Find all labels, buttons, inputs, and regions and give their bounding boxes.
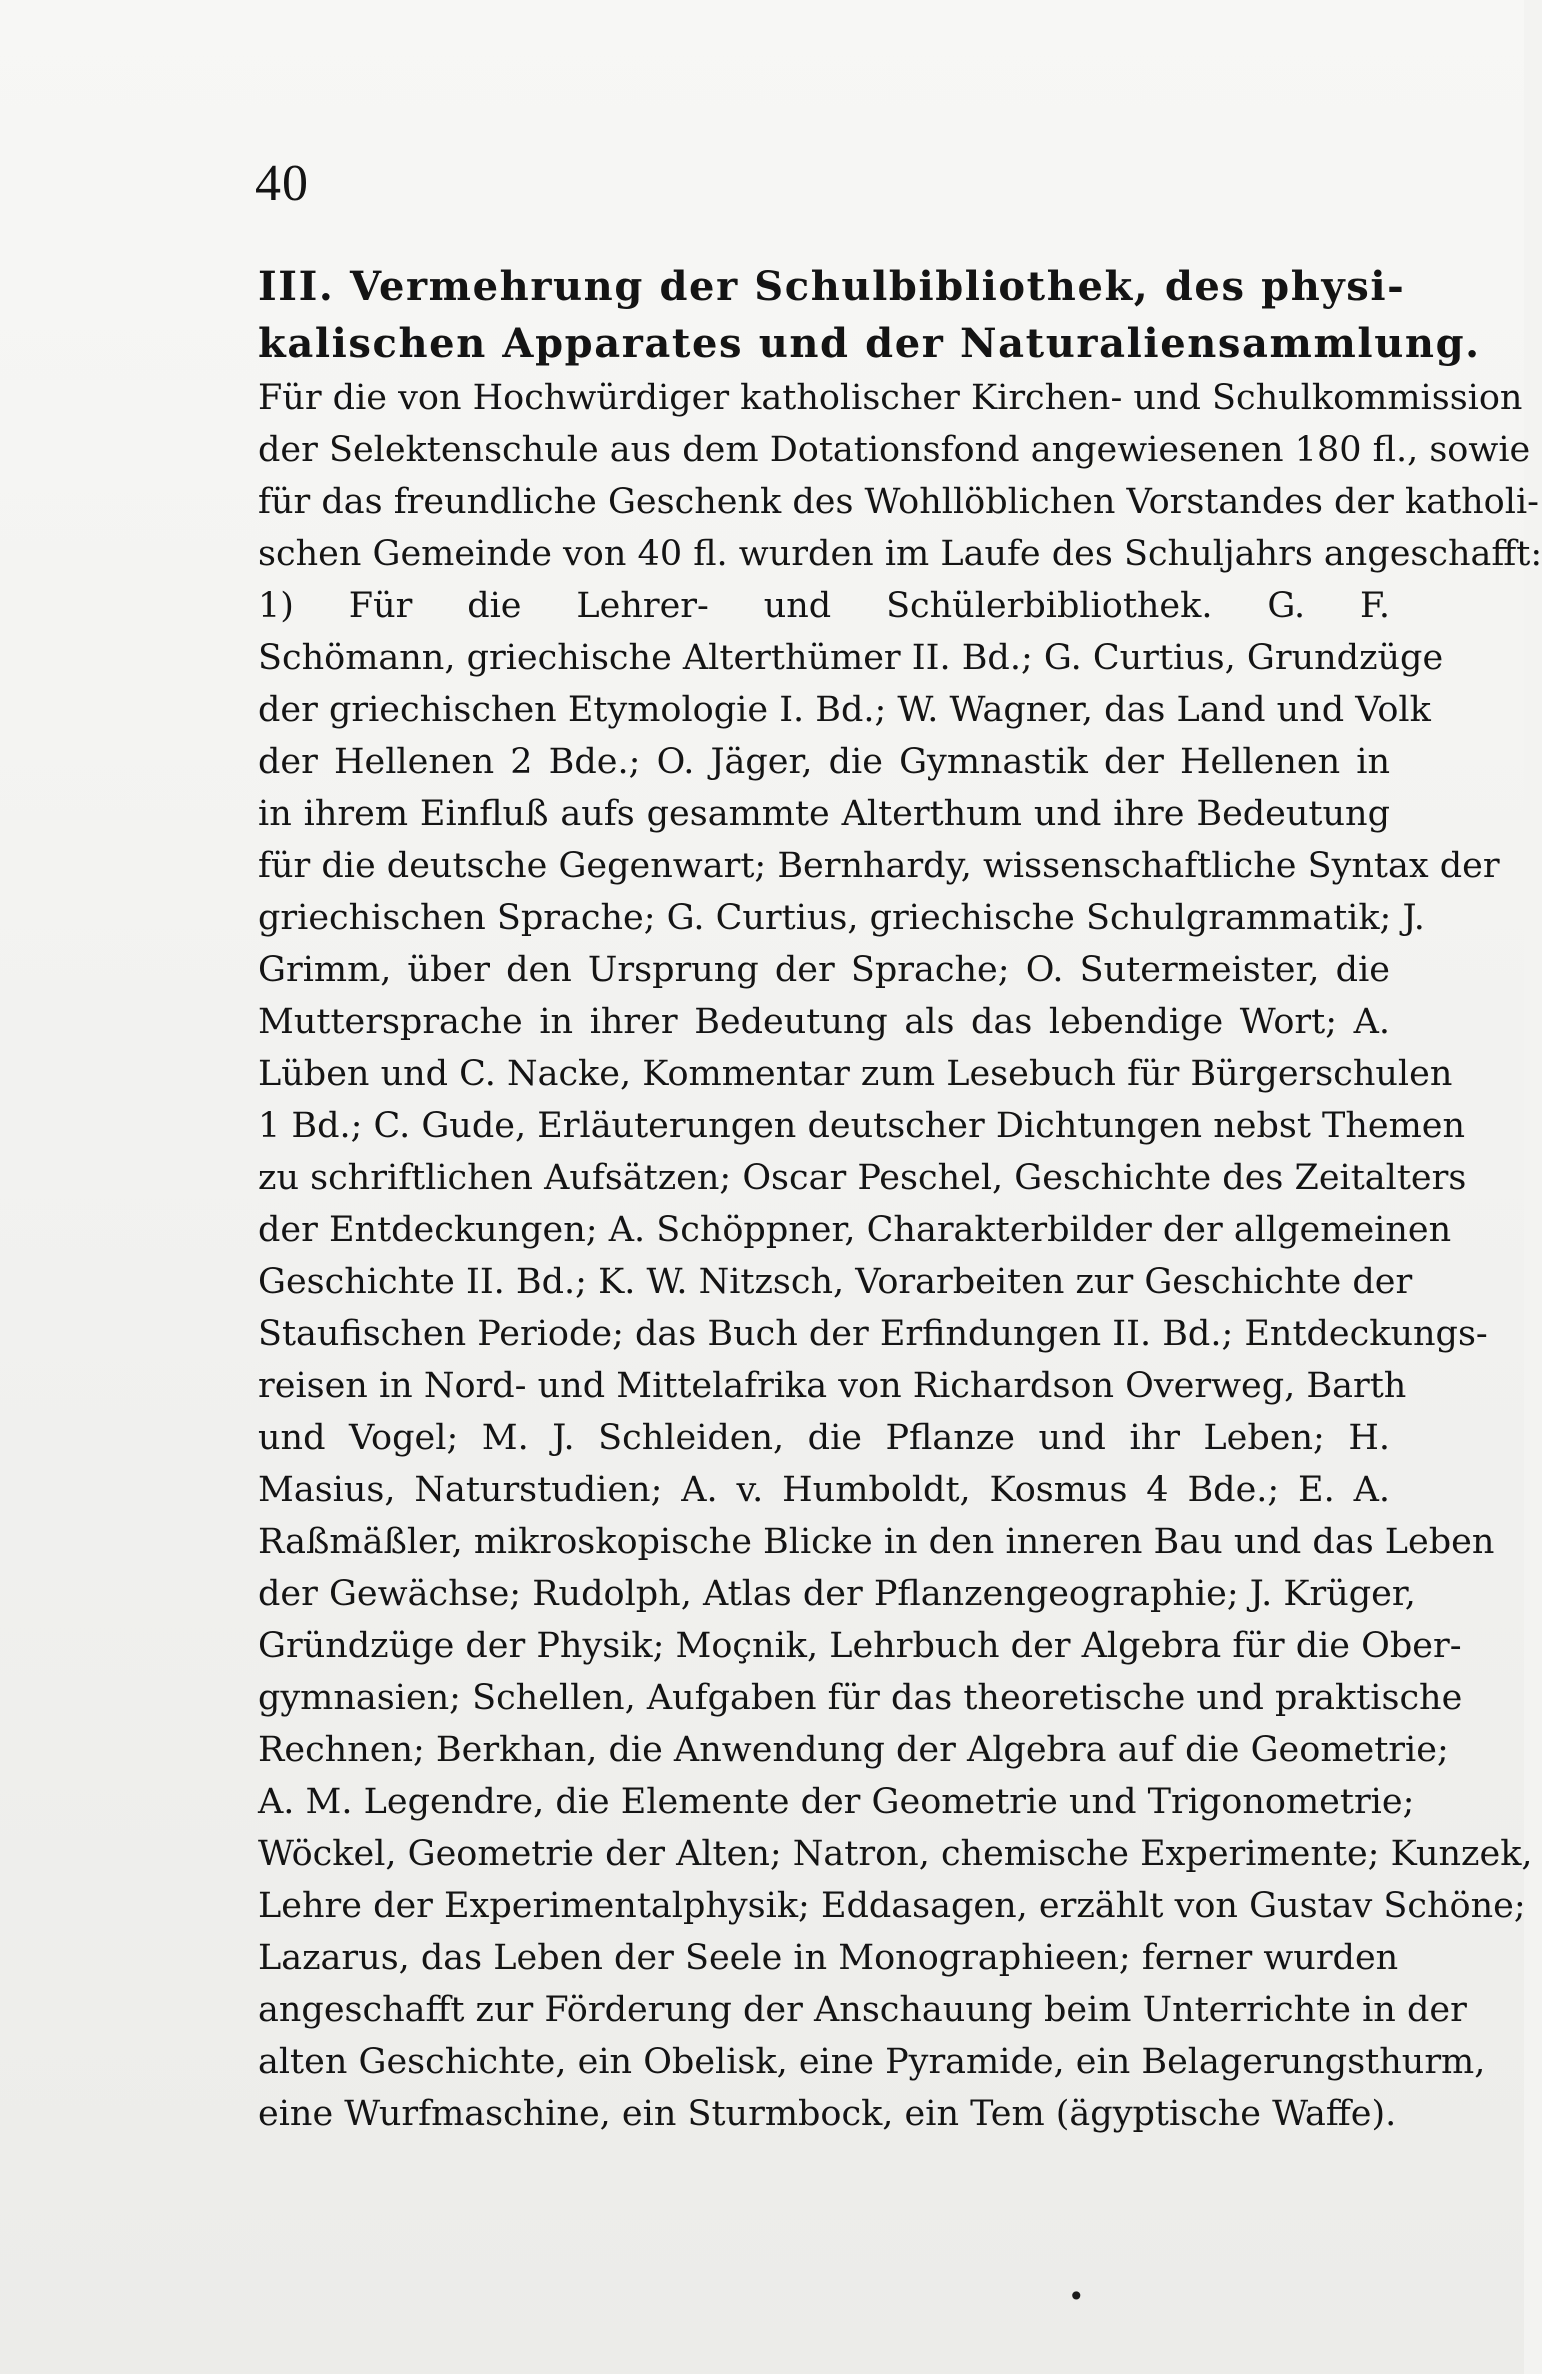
body-line-24: der Gewächse; Rudolph, Atlas der Pflanzengeographie; J. Krüger, [258, 1574, 1416, 1614]
body-line-04: schen Gemeinde von 40 fl. wurden im Laufe des Schuljahrs angeschafft: [258, 534, 1542, 574]
body-line-30: Lehre der Experimentalphysik; Eddasagen, erzählt von Gustav Schöne; [258, 1886, 1526, 1926]
body-line-17: der Entdeckungen; A. Schöppner, Charakterbilder der allgemeinen [258, 1210, 1452, 1250]
body-line-09: in ihrem Einfluß aufs gesammte Alterthum und ihre Bedeutung [258, 794, 1390, 834]
body-line-01: Für die von Hochwürdiger katholischer Kirchen- und Schulkommission [258, 378, 1523, 418]
body-line-33: alten Geschichte, ein Obelisk, eine Pyramide, ein Belagerungsthurm, [258, 2042, 1486, 2082]
body-line-18: Geschichte II. Bd.; K. W. Nitzsch, Vorarbeiten zur Geschichte der [258, 1262, 1413, 1302]
bottom-ornament: • [1068, 2280, 1085, 2313]
body-line-06: Schömann, griechische Alterthümer II. Bd.; G. Curtius, Grundzüge [258, 638, 1444, 678]
body-line-32: angeschafft zur Förderung der Anschauung beim Unterrichte in der [258, 1990, 1467, 2030]
body-line-21: und Vogel; M. J. Schleiden, die Pflanze und ihr Leben; H. [258, 1418, 1390, 1458]
body-line-02: der Selektenschule aus dem Dotationsfond angewiesenen 180 fl., sowie [258, 430, 1531, 470]
section-heading-line-1: III. Vermehrung der Schulbibliothek, des physi- [258, 263, 1406, 310]
body-line-26: gymnasien; Schellen, Aufgaben für das theoretische und praktische [258, 1678, 1463, 1718]
body-line-05: 1) Für die Lehrer- und Schülerbibliothek. G. F. [258, 586, 1390, 626]
body-line-22: Masius, Naturstudien; A. v. Humboldt, Kosmus 4 Bde.; E. A. [258, 1470, 1390, 1510]
body-line-19: Staufischen Periode; das Buch der Erfindungen II. Bd.; Entdeckungs- [258, 1314, 1488, 1354]
body-line-16: zu schriftlichen Aufsätzen; Oscar Peschel, Geschichte des Zeitalters [258, 1158, 1467, 1198]
body-line-13: Muttersprache in ihrer Bedeutung als das lebendige Wort; A. [258, 1002, 1390, 1042]
body-line-08: der Hellenen 2 Bde.; O. Jäger, die Gymnastik der Hellenen in [258, 742, 1390, 782]
body-line-10: für die deutsche Gegenwart; Bernhardy, wissenschaftliche Syntax der [258, 846, 1500, 886]
body-line-11: griechischen Sprache; G. Curtius, griechische Schulgrammatik; J. [258, 898, 1425, 938]
body-line-20: reisen in Nord- und Mittelafrika von Richardson Overweg, Barth [258, 1366, 1407, 1406]
body-line-25: Gründzüge der Physik; Moçnik, Lehrbuch der Algebra für die Ober- [258, 1626, 1462, 1666]
page-number: 40 [255, 155, 309, 212]
body-line-28: A. M. Legendre, die Elemente der Geometrie und Trigonometrie; [258, 1782, 1415, 1822]
body-line-12: Grimm, über den Ursprung der Sprache; O. Sutermeister, die [258, 950, 1390, 990]
page-content [258, 258, 1542, 2140]
section-heading-line-2: kalischen Apparates und der Naturaliensammlung. [258, 320, 1481, 367]
body-line-23: Raßmäßler, mikroskopische Blicke in den inneren Bau und das Leben [258, 1522, 1495, 1562]
body-line-31: Lazarus, das Leben der Seele in Monographieen; ferner wurden [258, 1938, 1399, 1978]
body-line-27: Rechnen; Berkhan, die Anwendung der Algebra auf die Geometrie; [258, 1730, 1449, 1770]
body-line-29: Wöckel, Geometrie der Alten; Natron, chemische Experimente; Kunzek, [258, 1834, 1533, 1874]
body-line-34: eine Wurfmaschine, ein Sturmbock, ein Tem (ägyptische Waffe). [258, 2094, 1397, 2134]
body-line-14: Lüben und C. Nacke, Kommentar zum Lesebuch für Bürgerschulen [258, 1054, 1453, 1094]
body-line-03: für das freundliche Geschenk des Wohllöblichen Vorstandes der katholi- [258, 482, 1539, 522]
body-line-07: der griechischen Etymologie I. Bd.; W. Wagner, das Land und Volk [258, 690, 1431, 730]
body-line-15: 1 Bd.; C. Gude, Erläuterungen deutscher Dichtungen nebst Themen [258, 1106, 1466, 1146]
